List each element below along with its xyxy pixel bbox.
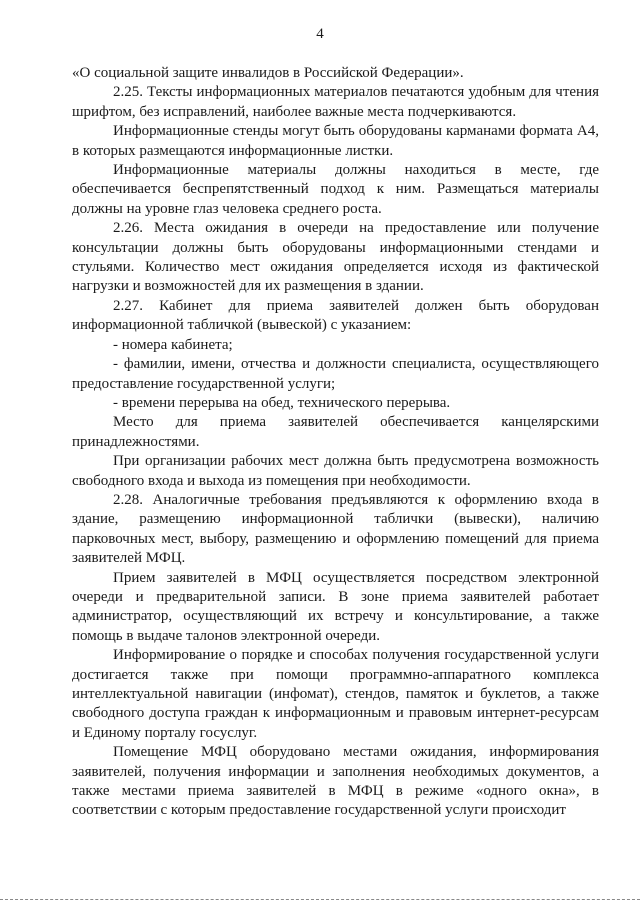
paragraph: При организации рабочих мест должна быть предусмотрена возможность свободного входа и выхода из помещения при необходимости.	[72, 453, 599, 489]
paragraph: 2.27. Кабинет для приема заявителей должен быть оборудован информационной табличкой (вывеской) с указанием:	[72, 297, 599, 334]
list-item: - фамилии, имени, отчества и должности специалиста, осуществляющего предоставление государственной услуги;	[72, 356, 599, 392]
document-body	[72, 64, 599, 821]
paragraph: 2.26. Места ожидания в очереди на предоставление или получение консультации должны быть оборудованы информационными стендами и стульями. Количество мест ожидания определяется исходя из фактической нагрузки и возможностей для их размещения в здании.	[72, 220, 599, 295]
paragraph: «О социальной защите инвалидов в Российской Федерации».	[72, 65, 464, 81]
list-item: - номера кабинета;	[113, 336, 233, 353]
paragraph: 2.25. Тексты информационных материалов печатаются удобным для чтения шрифтом, без исправлений, наиболее важные места подчеркиваются.	[72, 84, 599, 120]
paragraph: Информационные материалы должны находиться в месте, где обеспечивается беспрепятственный подход к ним. Размещаться материалы должны на уровне глаз человека среднего роста.	[72, 162, 599, 217]
paragraph: Информационные стенды могут быть оборудованы карманами формата А4, в которых размещаются информационные листки.	[72, 123, 599, 159]
page-number: 4	[316, 26, 324, 42]
paragraph: Помещение МФЦ оборудовано местами ожидания, информирования заявителей, получения информации и заполнения необходимых документов, а также местами приема заявителей в МФЦ в режиме «одного окна», в соответствии с которым предоставление государственной услуги происходит	[72, 744, 599, 819]
paragraph: 2.28. Аналогичные требования предъявляются к оформлению входа в здание, размещению информационной таблички (вывески), наличию парковочных мест, выбору, размещению и оформлению помещений для приема заявителей МФЦ.	[72, 491, 599, 567]
paragraph: Прием заявителей в МФЦ осуществляется посредством электронной очереди и предварительной записи. В зоне приема заявителей работает администратор, осуществляющий их встречу и консультирование, а также помощь в выдаче талонов электронной очереди.	[72, 569, 599, 644]
page-bottom-edge	[0, 899, 640, 900]
list-item: - времени перерыва на обед, технического перерыва.	[113, 394, 451, 411]
paragraph: Информирование о порядке и способах получения государственной услуги достигается также при помощи программно-аппаратного комплекса интеллектуальной навигации (инфомат), стендов, памяток и буклетов, а также свободного доступа граждан к информационным и правовым интернет-ресурсам и Единому порталу госуслуг.	[72, 647, 599, 741]
paragraph: Место для приема заявителей обеспечивается канцелярскими принадлежностями.	[72, 414, 599, 450]
